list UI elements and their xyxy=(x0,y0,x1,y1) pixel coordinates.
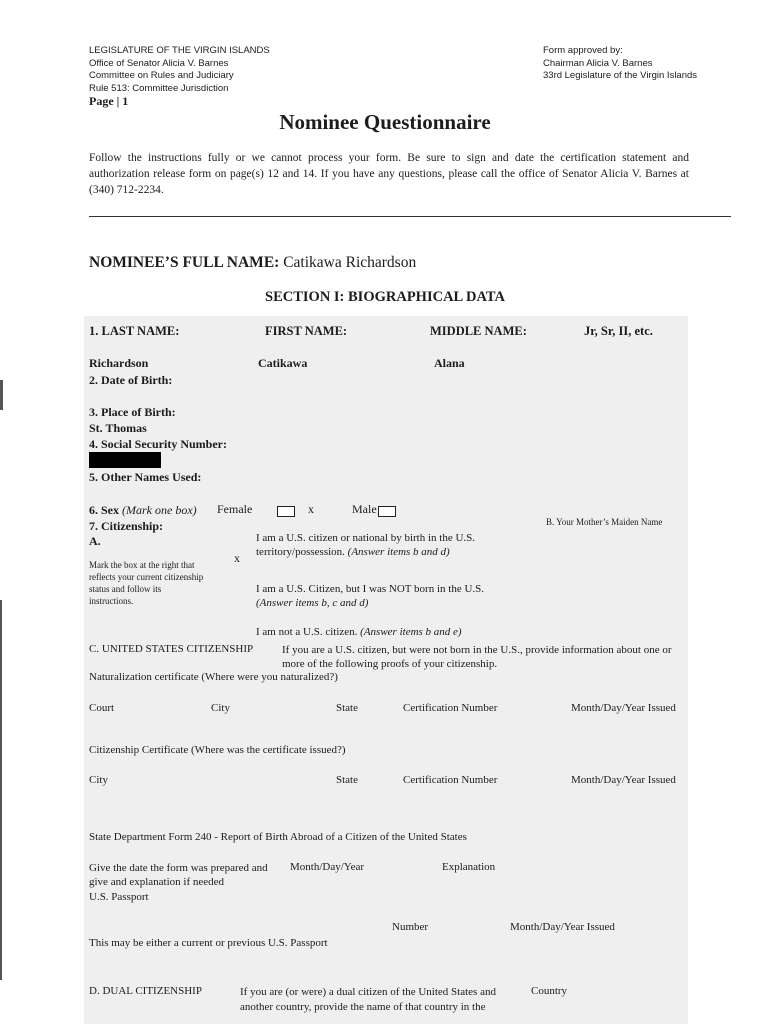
pob-value[interactable]: St. Thomas xyxy=(89,421,147,435)
desc-line: another country, provide the name of that country in the xyxy=(240,1001,486,1013)
option-instruction: (Answer items b and d) xyxy=(347,546,450,558)
option-line xyxy=(256,545,475,559)
cert-col-date-issued: Month/Day/Year Issued xyxy=(571,774,676,786)
cert-col-number: Certification Number xyxy=(403,774,498,786)
header-approved: Form approved by: xyxy=(543,45,623,56)
citizenship-a-label: A. xyxy=(89,534,101,548)
side-note-line: instructions. xyxy=(89,596,134,606)
male-checkbox[interactable] xyxy=(378,506,396,517)
nat-col-court: Court xyxy=(89,702,115,714)
suffix-header: Jr, Sr, II, etc. xyxy=(584,324,653,338)
page-title: Nominee Questionnaire xyxy=(279,110,491,134)
nat-col-cert-number: Certification Number xyxy=(403,702,498,714)
passport-number-col: Number xyxy=(392,921,429,933)
section-title: SECTION I: BIOGRAPHICAL DATA xyxy=(265,289,505,305)
nominee-value: Catikawa Richardson xyxy=(283,254,417,271)
female-checkbox[interactable] xyxy=(277,506,295,517)
option-instruction: (Answer items b and e) xyxy=(360,626,462,638)
desc-line: If you are a U.S. citizen, but were not born in the U.S., provide information about one or xyxy=(282,644,672,656)
header-left xyxy=(89,45,270,95)
page-number: Page | 1 xyxy=(89,94,129,108)
instructions-line: (340) 712-2234. xyxy=(89,184,164,196)
passport-note: This may be either a current or previous U.S. Passport xyxy=(89,937,328,949)
side-note-line: reflects your current citizenship xyxy=(89,572,204,582)
male-label: Male xyxy=(352,502,377,516)
nat-col-date-issued: Month/Day/Year Issued xyxy=(571,702,676,714)
option-text: territory/possession. xyxy=(256,546,348,558)
desc-line: If you are (or were) a dual citizen of the United States and xyxy=(240,986,496,998)
option-instruction: (Answer items b, c and d) xyxy=(256,597,369,609)
citizenship-option-3[interactable] xyxy=(256,626,462,638)
nominee-label: NOMINEE’S FULL NAME: xyxy=(89,254,280,271)
instructions-line: authorization release form on page(s) 12 and 14. If you have any questions, please call the office of Senator Alicia V. Barnes at xyxy=(89,168,689,180)
divider xyxy=(89,216,731,217)
citizenship-option-2[interactable] xyxy=(256,582,484,610)
scan-edge-mark xyxy=(0,380,3,410)
naturalization-label: Naturalization certificate (Where were you naturalized?) xyxy=(89,671,338,683)
first-name-header: FIRST NAME: xyxy=(265,324,348,338)
passport-date-col: Month/Day/Year Issued xyxy=(510,921,615,933)
ssn-label: 4. Social Security Number: xyxy=(89,437,227,451)
give-date-label xyxy=(89,861,268,889)
form240-date-col: Month/Day/Year xyxy=(290,861,365,873)
nat-col-city: City xyxy=(211,702,230,714)
header-committee: Committee on Rules and Judiciary xyxy=(89,70,234,81)
form240-explanation-col: Explanation xyxy=(442,861,496,873)
sex-row xyxy=(89,503,197,518)
nat-col-state: State xyxy=(336,702,358,714)
instructions xyxy=(89,150,689,198)
option-line: I am a U.S. citizen or national by birth in the U.S. xyxy=(256,532,476,544)
citizenship-option-1[interactable] xyxy=(256,531,475,559)
header-chairman: Chairman Alicia V. Barnes xyxy=(543,57,653,69)
sex-label: 6. Sex xyxy=(89,503,119,517)
citizenship-mark: x xyxy=(234,551,240,565)
header-office: Office of Senator Alicia V. Barnes xyxy=(89,57,229,69)
first-name-value[interactable]: Catikawa xyxy=(258,356,308,370)
give-date-line: Give the date the form was prepared and xyxy=(89,862,268,874)
header-right xyxy=(543,45,697,83)
nominee-name-row xyxy=(89,254,416,272)
header-org: LEGISLATURE OF THE VIRGIN ISLANDS xyxy=(89,45,270,56)
middle-name-value[interactable]: Alana xyxy=(434,356,465,370)
section-c-desc xyxy=(282,643,672,671)
passport-label: U.S. Passport xyxy=(89,891,149,903)
other-names-label: 5. Other Names Used: xyxy=(89,470,202,484)
last-name-value[interactable]: Richardson xyxy=(89,356,149,370)
header-rule: Rule 513: Committee Jurisdiction xyxy=(89,82,229,94)
middle-name-header: MIDDLE NAME: xyxy=(430,324,527,338)
scan-edge-mark xyxy=(0,600,2,980)
section-c-label: C. UNITED STATES CITIZENSHIP xyxy=(89,643,254,655)
cert-label: Citizenship Certificate (Where was the certificate issued?) xyxy=(89,744,346,756)
section-d-label: D. DUAL CITIZENSHIP xyxy=(89,985,202,997)
mothers-maiden-label: B. Your Mother’s Maiden Name xyxy=(546,517,663,527)
citizenship-side-note xyxy=(89,559,203,607)
sex-mark: x xyxy=(308,502,314,516)
form240-label: State Department Form 240 - Report of Birth Abroad of a Citizen of the United States xyxy=(89,831,467,843)
citizenship-label: 7. Citizenship: xyxy=(89,519,164,533)
side-note-line: status and follow its xyxy=(89,584,162,594)
header-legislature: 33rd Legislature of the Virgin Islands xyxy=(543,70,698,81)
pob-label: 3. Place of Birth: xyxy=(89,405,176,419)
option-line: I am a U.S. Citizen, but I was NOT born in the U.S. xyxy=(256,583,485,595)
cert-col-city: City xyxy=(89,774,108,786)
option-text: I am not a U.S. citizen. xyxy=(256,626,361,638)
cert-col-state: State xyxy=(336,774,358,786)
section-d-desc xyxy=(240,985,496,1015)
side-note-line: Mark the box at the right that xyxy=(89,560,195,570)
country-col: Country xyxy=(531,985,568,997)
last-name-header: 1. LAST NAME: xyxy=(89,324,180,338)
give-date-line: give and explanation if needed xyxy=(89,876,225,888)
ssn-redaction xyxy=(89,452,161,468)
sex-hint: (Mark one box) xyxy=(122,503,197,517)
desc-line: more of the following proofs of your citizenship. xyxy=(282,658,498,670)
dob-label: 2. Date of Birth: xyxy=(89,373,173,387)
female-label: Female xyxy=(217,502,253,516)
instructions-line: Follow the instructions fully or we cannot process your form. Be sure to sign and date the certification statement and xyxy=(89,152,689,164)
